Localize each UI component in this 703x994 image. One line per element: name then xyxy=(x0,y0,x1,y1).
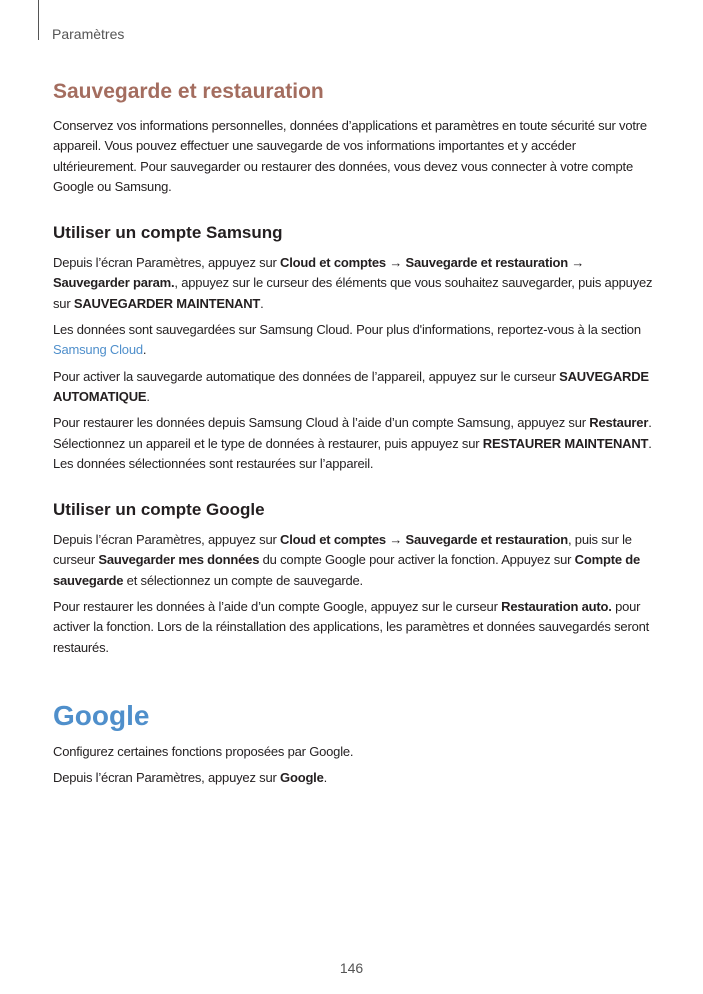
page-number: 146 xyxy=(339,960,364,976)
google-paragraph-2: Depuis l’écran Paramètres, appuyez sur Google. xyxy=(53,770,328,786)
samsung-paragraph-1: Depuis l’écran Paramètres, appuyez sur Cloud et comptes → Sauvegarde et restauration → Sauvegarder param., appuyez sur le curseur des éléments que vous souhaitez sauvegarder, puis appuyez sur SAUVEGARDER MAINTENANT. xyxy=(53,255,653,311)
samsung-paragraph-4: Pour restaurer les données depuis Samsung Cloud à l’aide d’un compte Samsung, appuyez sur Restaurer. Sélectionnez un appareil et le type de données à restaurer, puis appuyez sur RESTAURER MAINTENANT. Les données sélectionnées sont restaurées sur l’appareil. xyxy=(53,415,652,471)
samsung-paragraph-2: Les données sont sauvegardées sur Samsung Cloud. Pour plus d'informations, reportez-vous à la section Samsung Cloud. xyxy=(53,322,641,358)
backup-intro: Conservez vos informations personnelles, données d’applications et paramètres en toute sécurité sur votre appareil. Vous pouvez effectuer une sauvegarde de vos informations importantes et y accéder ultérieurement. Pour sauvegarder ou restaurer des données, vous devez vous connecter à votre compte Google ou Samsung. xyxy=(53,118,647,194)
heading-samsung-account: Utiliser un compte Samsung xyxy=(53,223,283,243)
section-title-google: Google xyxy=(53,699,150,731)
header-rule xyxy=(38,0,39,40)
heading-google-account: Utiliser un compte Google xyxy=(53,500,265,520)
header-title: Paramètres xyxy=(52,26,125,42)
section-title-backup: Sauvegarde et restauration xyxy=(53,80,324,103)
samsung-cloud-link[interactable]: Samsung Cloud xyxy=(53,342,143,358)
page-content xyxy=(53,80,658,795)
google-paragraph-1: Configurez certaines fonctions proposées par Google. xyxy=(53,743,354,759)
samsung-paragraph-3: Pour activer la sauvegarde automatique des données de l’appareil, appuyez sur le curseur SAUVEGARDE AUTOMATIQUE. xyxy=(53,368,649,404)
google-account-paragraph-1: Depuis l’écran Paramètres, appuyez sur Cloud et comptes → Sauvegarde et restauration, puis sur le curseur Sauvegarder mes données du compte Google pour activer la fonction. Appuyez sur Compte de sauvegarde et sélectionnez un compte de sauvegarde. xyxy=(53,532,641,588)
google-account-paragraph-2: Pour restaurer les données à l’aide d’un compte Google, appuyez sur le curseur Restauration auto. pour activer la fonction. Lors de la réinstallation des applications, les paramètres et données sauvegardés seront restaurés. xyxy=(53,599,650,655)
